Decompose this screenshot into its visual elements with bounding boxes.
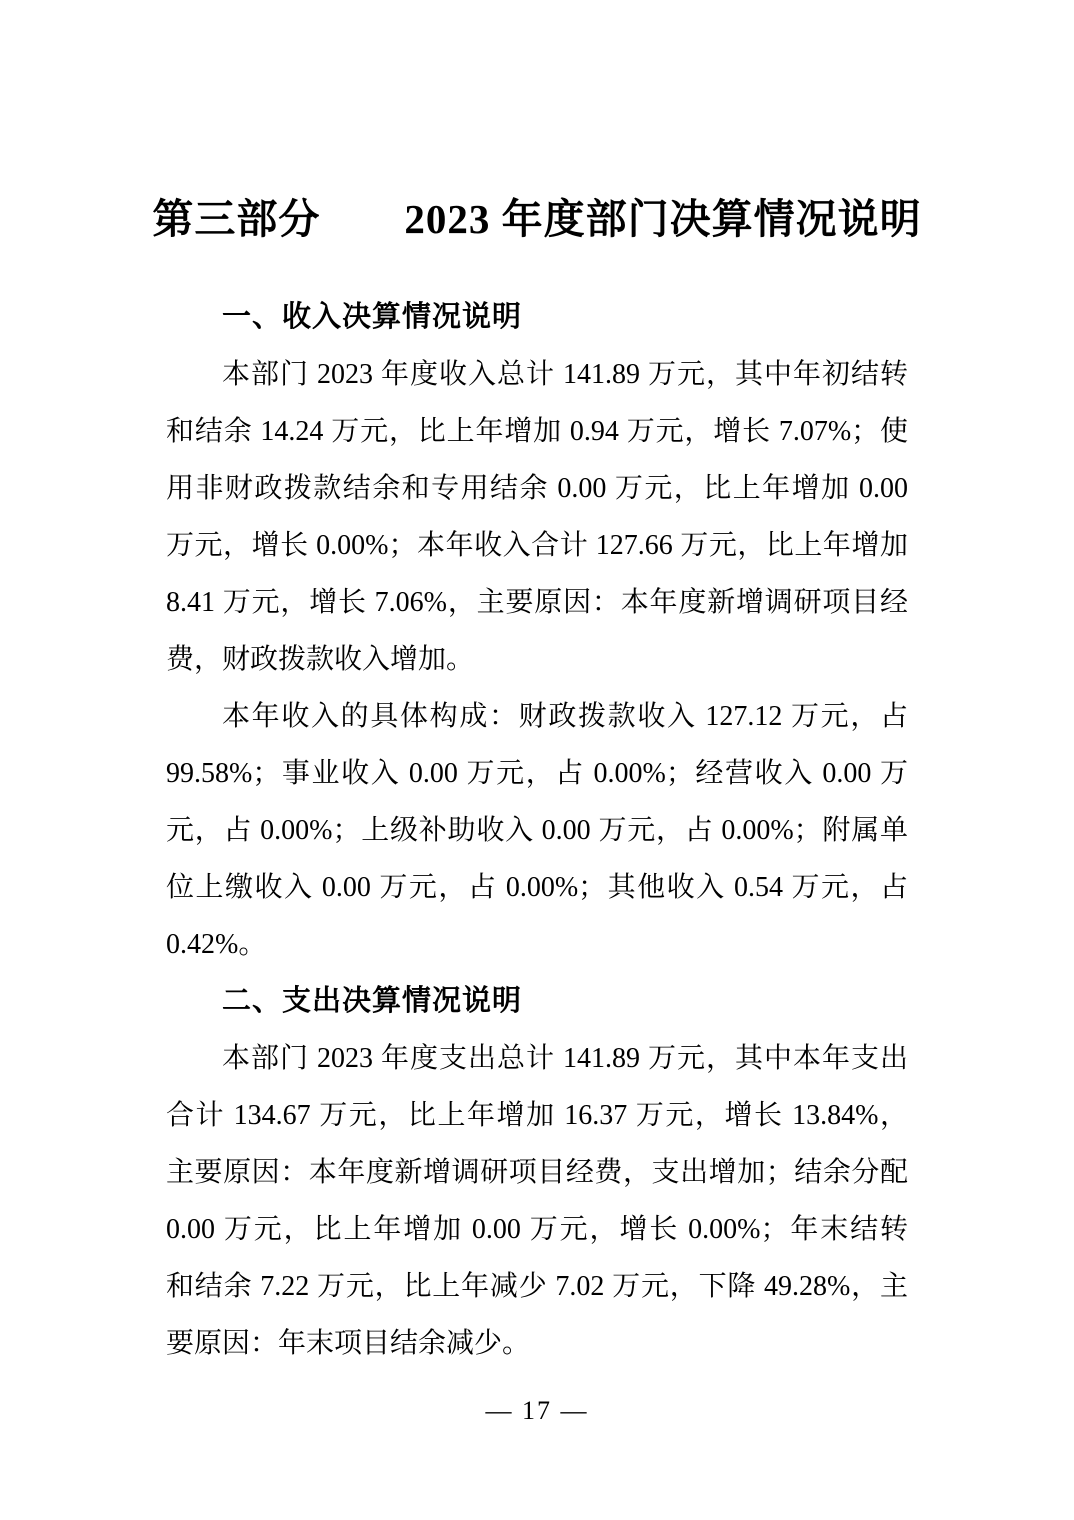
body-text-line: 99.58%；事业收入 0.00 万元，占 0.00%；经营收入 0.00 万 [166,758,908,789]
body-text-line: 费，财政拨款收入增加。 [166,644,475,675]
body-text-line: 本部门 2023 年度收入总计 141.89 万元，其中年初结转 [222,359,908,390]
page-title: 第三部分 2023 年度部门决算情况说明 [152,196,922,242]
body-text-line: 合计 134.67 万元，比上年增加 16.37 万元，增长 13.84%， [166,1100,908,1131]
body-text-line: 万元，增长 0.00%；本年收入合计 127.66 万元，比上年增加 [166,530,908,561]
body-text-line: 和结余 7.22 万元，比上年减少 7.02 万元，下降 49.28%，主 [166,1271,908,1302]
body-text-line: 0.42%。 [166,929,267,960]
body-text-line: 0.00 万元，比上年增加 0.00 万元，增长 0.00%；年末结转 [166,1214,908,1245]
section-heading: 一、收入决算情况说明 [222,301,523,333]
body-text-line: 和结余 14.24 万元，比上年增加 0.94 万元，增长 7.07%；使 [166,416,908,447]
body-text-line: 主要原因：本年度新增调研项目经费，支出增加；结余分配 [166,1157,908,1188]
body-text-line: 元，占 0.00%；上级补助收入 0.00 万元，占 0.00%；附属单 [166,815,908,846]
body-text-line: 本部门 2023 年度支出总计 141.89 万元，其中本年支出 [222,1043,908,1074]
body-text-line: 本年收入的具体构成：财政拨款收入 127.12 万元，占 [222,701,908,732]
body-text-line: 要原因：年末项目结余减少。 [166,1328,531,1359]
body-text-line: 用非财政拨款结余和专用结余 0.00 万元，比上年增加 0.00 [166,473,908,504]
section-heading: 二、支出决算情况说明 [222,985,523,1017]
document-body [166,289,908,1372]
body-text-line: 8.41 万元，增长 7.06%，主要原因：本年度新增调研项目经 [166,587,908,618]
body-text-line: 位上缴收入 0.00 万元，占 0.00%；其他收入 0.54 万元，占 [166,872,908,903]
page-number: — 17 — [485,1396,589,1425]
